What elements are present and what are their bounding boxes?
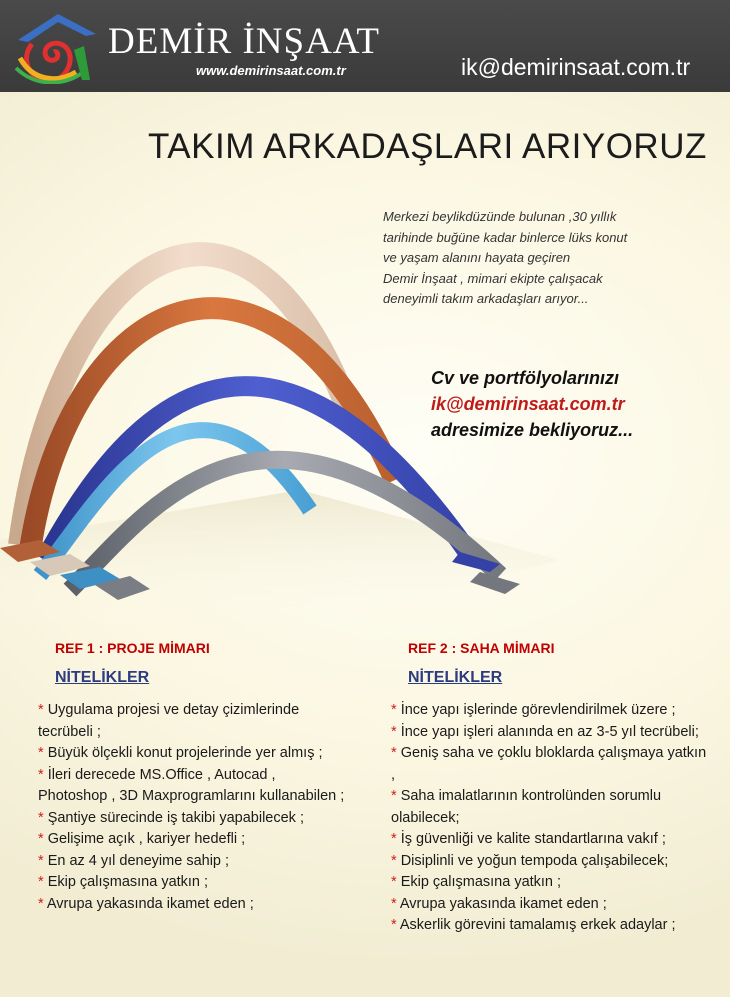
ref2-title: REF 2 : SAHA MİMARI — [408, 640, 555, 656]
list-item: * Büyük ölçekli konut projelerinde yer almış ; — [38, 745, 323, 761]
list-item: * Saha imalatlarının kontrolünden sorumlu olabilecek; — [391, 788, 662, 826]
list-item-text: Gelişime açık , kariyer hedefli ; — [47, 831, 246, 847]
list-item: * İnce yapı işleri alanında en az 3-5 yıl tecrübeli; — [391, 723, 699, 740]
list-item-text: Askerlik görevini tamalamış erkek adaylar ; — [399, 917, 676, 933]
list-item-text: Avrupa yakasında ikamet eden ; — [46, 895, 254, 912]
brand-name: DEMİR İNŞAAT — [108, 21, 381, 62]
intro-line: deneyimli takım arkadaşları arıyor... — [383, 291, 589, 306]
list-item-text: Şantiye sürecinde iş takibi yapabilecek ; — [47, 809, 304, 826]
list-item: * Avrupa yakasında ikamet eden ; — [38, 895, 254, 912]
intro-text — [383, 207, 723, 310]
list-item-text: En az 4 yıl deneyime sahip ; — [47, 852, 230, 869]
list-item: * İş güvenliği ve kalite standartlarına vakıf ; — [391, 831, 666, 847]
list-item: * Ekip çalışmasına yatkın ; — [38, 874, 209, 890]
intro-line: Demir İnşaat , mimari ekipte çalışacak — [383, 270, 603, 286]
list-item-text: İleri derecede MS.Office , Autocad , Photoshop , 3D Maxprogramlarını kullanabilen ; — [38, 766, 345, 804]
list-item: * Şantiye sürecinde iş takibi yapabilecek ; — [38, 809, 304, 826]
list-item: * Gelişime açık , kariyer hedefli ; — [38, 831, 246, 847]
cta-email-link[interactable]: ik@demirinsaat.com.tr — [431, 394, 625, 414]
list-item: * İleri derecede MS.Office , Autocad , Photoshop , 3D Maxprogramlarını kullanabilen ; — [38, 766, 345, 804]
list-item: * Geniş saha ve çoklu bloklarda çalışmaya yatkın , — [391, 745, 707, 783]
cta-line: Cv ve portfölyolarınızı — [431, 368, 620, 388]
brand-url[interactable]: www.demirinsaat.com.tr — [196, 63, 346, 78]
list-item: * Avrupa yakasında ikamet eden ; — [391, 895, 607, 912]
list-item-text: Ekip çalışmasına yatkın ; — [400, 874, 562, 890]
list-item-text: Disiplinli ve yoğun tempoda çalışabilecek; — [400, 852, 669, 869]
list-item-text: Saha imalatlarının kontrolünden sorumlu olabilecek; — [391, 788, 662, 826]
list-item-text: İnce yapı işlerinde görevlendirilmek üzere ; — [400, 702, 676, 718]
cta-line: adresimize bekliyoruz... — [431, 420, 634, 440]
list-item: * Uygulama projesi ve detay çizimlerinde tecrübeli ; — [38, 702, 300, 740]
list-item-text: İnce yapı işleri alanında en az 3-5 yıl tecrübeli; — [400, 723, 699, 740]
list-item-text: İş güvenliği ve kalite standartlarına vakıf ; — [400, 831, 666, 847]
list-item: * Askerlik görevini tamalamış erkek adaylar ; — [391, 917, 676, 933]
list-item-text: Geniş saha ve çoklu bloklarda çalışmaya yatkın , — [391, 745, 707, 783]
ref2-heading: NİTELİKLER — [408, 669, 503, 686]
ref2-section — [391, 640, 730, 937]
call-to-action — [431, 365, 721, 443]
list-item-text: Uygulama projesi ve detay çizimlerinde tecrübeli ; — [38, 702, 300, 740]
header-bar — [0, 0, 730, 92]
header-email[interactable]: ik@demirinsaat.com.tr — [461, 54, 691, 80]
page-title: TAKIM ARKADAŞLARI ARIYORUZ — [148, 127, 707, 166]
intro-line: ve yaşam alanını hayata geçiren — [383, 250, 571, 265]
ref1-heading: NİTELİKLER — [55, 669, 150, 686]
list-item-text: Ekip çalışmasına yatkın ; — [47, 874, 209, 890]
intro-line: tarihinde buğüne kadar binlerce lüks konut — [383, 229, 628, 245]
list-item: * Disiplinli ve yoğun tempoda çalışabilecek; — [391, 852, 669, 869]
ref1-title: REF 1 : PROJE MİMARI — [55, 640, 210, 656]
list-item: * En az 4 yıl deneyime sahip ; — [38, 852, 230, 869]
list-item-text: Büyük ölçekli konut projelerinde yer almış ; — [47, 745, 323, 761]
ref2-list — [391, 700, 711, 937]
list-item: * İnce yapı işlerinde görevlendirilmek üzere ; — [391, 702, 676, 718]
list-item: * Ekip çalışmasına yatkın ; — [391, 874, 562, 890]
house-swirl-logo-icon — [12, 10, 96, 84]
ref1-list — [38, 700, 348, 915]
intro-line: Merkezi beylikdüzünde bulunan ,30 yıllık — [383, 209, 617, 224]
ref1-section — [38, 640, 378, 915]
list-item-text: Avrupa yakasında ikamet eden ; — [399, 895, 607, 912]
